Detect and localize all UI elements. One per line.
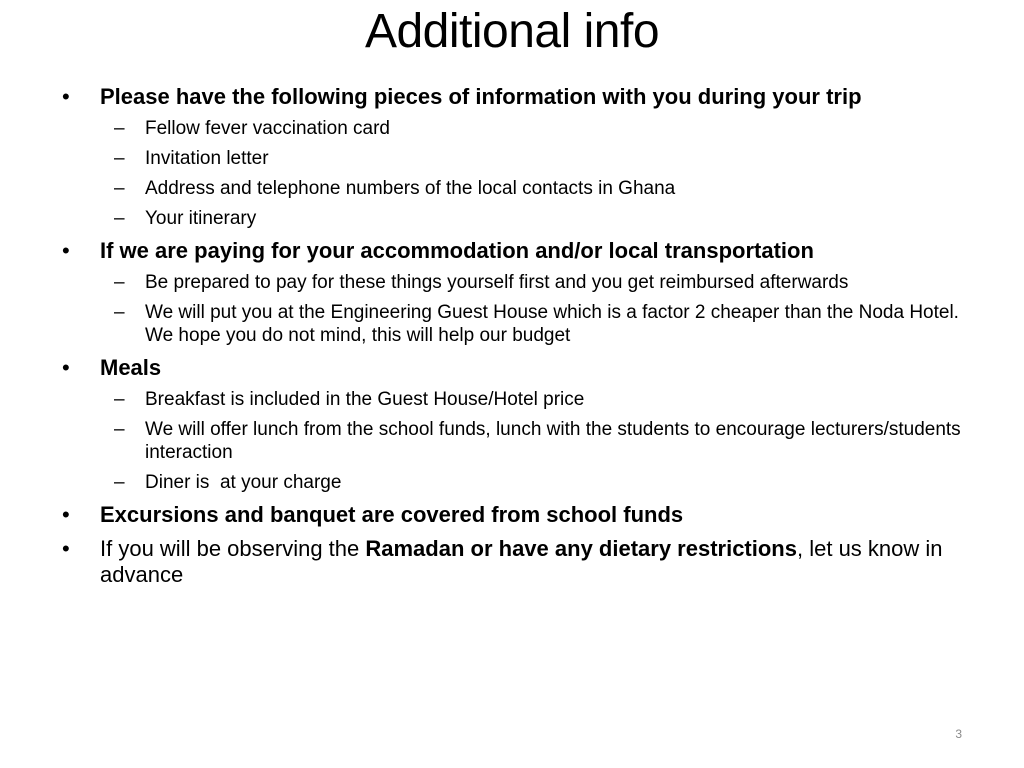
dash-icon: – <box>114 419 125 440</box>
bullet-text-post: , let us know in advance <box>100 536 943 587</box>
sub-item-text: We will offer lunch from the school funds, lunch with the students to encourage lecturers/students interaction <box>145 419 961 463</box>
dash-icon: – <box>114 472 125 493</box>
sub-list <box>62 388 982 494</box>
dash-icon: – <box>114 208 125 229</box>
sub-item-text: Be prepared to pay for these things yourself first and you get reimbursed afterwards <box>145 272 849 293</box>
sub-item <box>62 418 982 464</box>
slide-body <box>62 80 982 588</box>
bullet-item <box>62 238 982 264</box>
page-number: 3 <box>955 727 962 741</box>
dash-icon: – <box>114 178 125 199</box>
sub-item <box>62 301 982 347</box>
bullet-icon: • <box>62 355 70 380</box>
sub-item <box>62 388 982 411</box>
sub-item-text: Breakfast is included in the Guest House/Hotel price <box>145 389 585 410</box>
bullet-icon: • <box>62 536 70 561</box>
sub-list <box>62 271 982 347</box>
bullet-text: If we are paying for your accommodation and/or local transportation <box>100 238 814 263</box>
bullet-text: Excursions and banquet are covered from school funds <box>100 502 684 527</box>
sub-item <box>62 271 982 294</box>
sub-list <box>62 117 982 230</box>
sub-item <box>62 207 982 230</box>
sub-item-text: Fellow fever vaccination card <box>145 118 390 139</box>
bullet-text: Meals <box>100 355 162 380</box>
bullet-item <box>62 84 982 110</box>
dash-icon: – <box>114 302 125 323</box>
bullet-item <box>62 502 982 528</box>
sub-item <box>62 471 982 494</box>
dash-icon: – <box>114 272 125 293</box>
dash-icon: – <box>114 389 125 410</box>
sub-item <box>62 177 982 200</box>
slide-title: Additional info <box>364 5 660 58</box>
bullet-icon: • <box>62 238 70 263</box>
sub-item-text: Address and telephone numbers of the local contacts in Ghana <box>145 178 676 199</box>
bullet-item <box>62 536 982 588</box>
sub-item-text: We will put you at the Engineering Guest House which is a factor 2 cheaper than the Noda Hotel. We hope you do not mind, this will help our budget <box>145 302 959 346</box>
sub-item <box>62 117 982 140</box>
bullet-icon: • <box>62 502 70 527</box>
bullet-text: Please have the following pieces of information with you during your trip <box>100 84 862 109</box>
bullet-item <box>62 355 982 381</box>
bullet-text-pre: If you will be observing the <box>100 536 366 561</box>
bullet-icon: • <box>62 84 70 109</box>
sub-item-text: Invitation letter <box>145 148 269 169</box>
sub-item-text: Your itinerary <box>145 208 257 229</box>
dash-icon: – <box>114 118 125 139</box>
sub-item-text: Diner is at your charge <box>145 472 342 493</box>
bullet-text-bold: Ramadan or have any dietary restrictions <box>365 536 797 561</box>
dash-icon: – <box>114 148 125 169</box>
sub-item <box>62 147 982 170</box>
